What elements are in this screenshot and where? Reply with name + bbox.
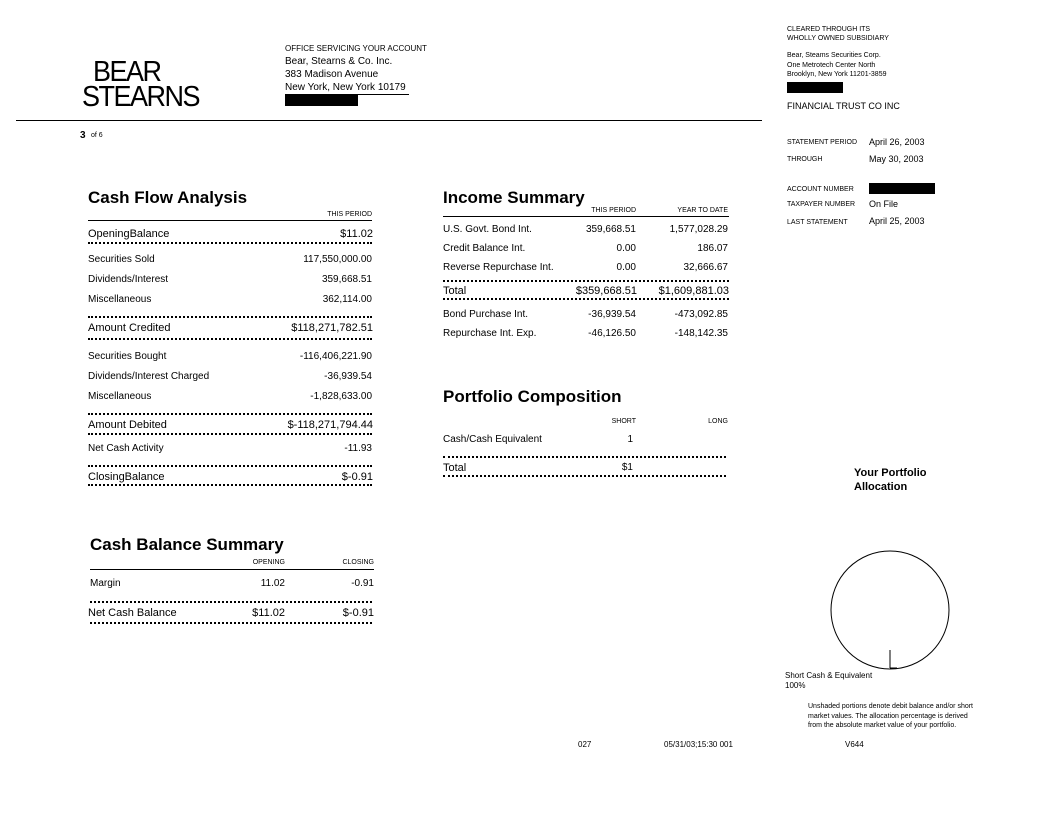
securities-sold-value: 117,550,000.00 [303,254,372,265]
dotted-rule [443,456,726,458]
dotted-rule [88,242,372,244]
net-cash-activity-label: Net Cash Activity [88,443,164,454]
amount-credited-label: Amount Credited [88,322,171,334]
closing-balance-value: $-0.91 [341,471,373,483]
statement-period-label: STATEMENT PERIOD [787,139,858,146]
rule [443,216,729,217]
bear-stearns-logo [82,55,200,113]
income-col-year-to-date: YEAR TO DATE [677,207,728,214]
dividends-interest-label: Dividends/Interest [88,274,169,285]
dotted-rule [443,298,729,300]
income-row-year-to-date: 1,577,028.29 [669,224,728,235]
through-value: May 30, 2003 [869,154,924,164]
portfolio-row-short: 1 [627,434,633,445]
income-row-label: Credit Balance Int. [443,243,526,254]
margin-closing: -0.91 [351,578,374,589]
dividends-charged-value: -36,939.54 [324,371,372,382]
dividends-charged-label: Dividends/Interest Charged [88,371,210,382]
income-row-year-to-date: 32,666.67 [683,262,728,273]
clearing-line2: WHOLLY OWNED SUBSIDIARY [787,35,889,42]
cash-flow-col-header: THIS PERIOD [327,211,372,218]
income-row-label: Repurchase Int. Exp. [443,328,537,339]
income-row-label: Bond Purchase Int. [443,309,529,320]
income-row-this-period: -46,126.50 [588,328,636,339]
dotted-rule [88,413,372,415]
income-row-year-to-date: -473,092.85 [674,309,728,320]
securities-bought-label: Securities Bought [88,351,167,362]
dotted-rule [88,465,372,467]
income-row-year-to-date: 186.07 [697,243,728,254]
dotted-rule [443,475,726,477]
net-cash-balance-closing: $-0.91 [342,607,374,619]
dotted-rule [88,433,372,435]
cash-balance-col-opening: OPENING [252,559,285,566]
clearing-city: Brooklyn, New York 11201-3859 [787,71,887,78]
redacted-block [285,94,358,106]
rule [88,220,372,221]
margin-opening: 11.02 [260,578,285,589]
header-rule [16,120,762,121]
miscellaneous-label: Miscellaneous [88,294,152,305]
last-statement-label: LAST STATEMENT [787,219,848,226]
income-row-this-period: 0.00 [616,243,636,254]
page-of: of 6 [91,132,103,139]
allocation-slice-percent: 100% [785,681,806,690]
cash-balance-title: Cash Balance Summary [90,535,284,554]
dotted-rule [88,316,372,318]
portfolio-col-long: LONG [708,418,728,425]
securities-sold-label: Securities Sold [88,254,155,265]
amount-debited-label: Amount Debited [88,419,167,431]
logo-line1: BEAR [93,55,161,88]
income-row-this-period: -36,939.54 [588,309,636,320]
portfolio-row-label: Cash/Cash Equivalent [443,434,542,445]
opening-balance-value: $11.02 [340,228,373,240]
through-label: THROUGH [787,156,823,163]
taxpayer-value: On File [869,199,899,209]
portfolio-total-short: $1 [621,462,633,473]
portfolio-col-short: SHORT [611,418,636,425]
miscellaneous-value: 362,114.00 [322,294,372,305]
income-row-this-period: 359,668.51 [585,224,636,235]
allocation-note-line3: from the absolute market value of your portfolio. [808,722,957,729]
income-summary-title: Income Summary [443,188,585,207]
allocation-title-line1: Your Portfolio [854,467,927,479]
income-row-label: Reverse Repurchase Int. [443,262,554,273]
footer-timestamp: 05/31/03;15:30 001 [664,740,733,749]
redacted-block [787,82,843,93]
miscellaneous-label: Miscellaneous [88,391,152,402]
office-street: 383 Madison Avenue [285,69,379,80]
allocation-pie-chart [826,546,956,680]
account-holder: FINANCIAL TRUST CO INC [787,101,900,111]
amount-debited-value: $-118,271,794.44 [287,419,373,431]
clearing-name: Bear, Steams Securities Corp. [787,52,881,59]
page-number: 3 [80,130,86,141]
allocation-title-line2: Allocation [854,481,908,493]
portfolio-title: Portfolio Composition [443,387,622,406]
redacted-account-number [869,183,935,194]
income-total-label: Total [443,285,467,297]
cash-flow-title: Cash Flow Analysis [88,188,248,207]
portfolio-total-label: Total [443,462,467,474]
miscellaneous-value: -1,828,633.00 [310,391,372,402]
office-name: Bear, Stearns & Co. Inc. [285,56,393,67]
income-row-year-to-date: -148,142.35 [674,328,728,339]
footer-version: V644 [845,740,864,749]
net-cash-balance-opening: $11.02 [252,607,285,619]
allocation-note-line1: Unshaded portions denote debit balance and/or short [808,703,974,710]
dotted-rule [88,338,372,340]
office-heading: OFFICE SERVICING YOUR ACCOUNT [285,44,427,53]
dotted-rule [90,601,372,603]
rule [90,569,374,570]
closing-balance-label: ClosingBalance [88,471,165,483]
margin-label: Margin [90,578,121,589]
clearing-line1: CLEARED THROUGH ITS [787,26,871,33]
allocation-slice-label: Short Cash & Equivalent [785,671,873,680]
net-cash-balance-label: Net Cash Balance [88,607,177,619]
income-row-label: U.S. Govt. Bond Int. [443,224,532,235]
opening-balance-label: OpeningBalance [88,228,170,240]
cash-balance-col-closing: CLOSING [342,559,374,566]
taxpayer-label: TAXPAYER NUMBER [787,201,856,208]
statement-period-value: April 26, 2003 [869,137,925,147]
dotted-rule [90,622,372,624]
income-row-this-period: 0.00 [616,262,636,273]
logo-line2: STEARNS [82,80,200,113]
securities-bought-value: -116,406,221.90 [299,351,372,362]
footer-code: 027 [578,740,592,749]
office-city: New York, New York 10179 [285,82,406,93]
income-col-this-period: THIS PERIOD [591,207,636,214]
dividends-interest-value: 359,668.51 [321,274,372,285]
allocation-note-line2: market values. The allocation percentage is derived [808,713,968,720]
dotted-rule [88,484,372,486]
last-statement-value: April 25, 2003 [869,216,925,226]
income-total-year-to-date: $1,609,881.03 [658,285,729,297]
account-number-label: ACCOUNT NUMBER [787,186,854,193]
income-total-this-period: $359,668.51 [575,285,637,297]
net-cash-activity-value: -11.93 [344,443,372,454]
amount-credited-value: $118,271,782.51 [291,322,373,334]
clearing-street: One Metrotech Center North [787,62,876,69]
dotted-rule [443,280,729,282]
